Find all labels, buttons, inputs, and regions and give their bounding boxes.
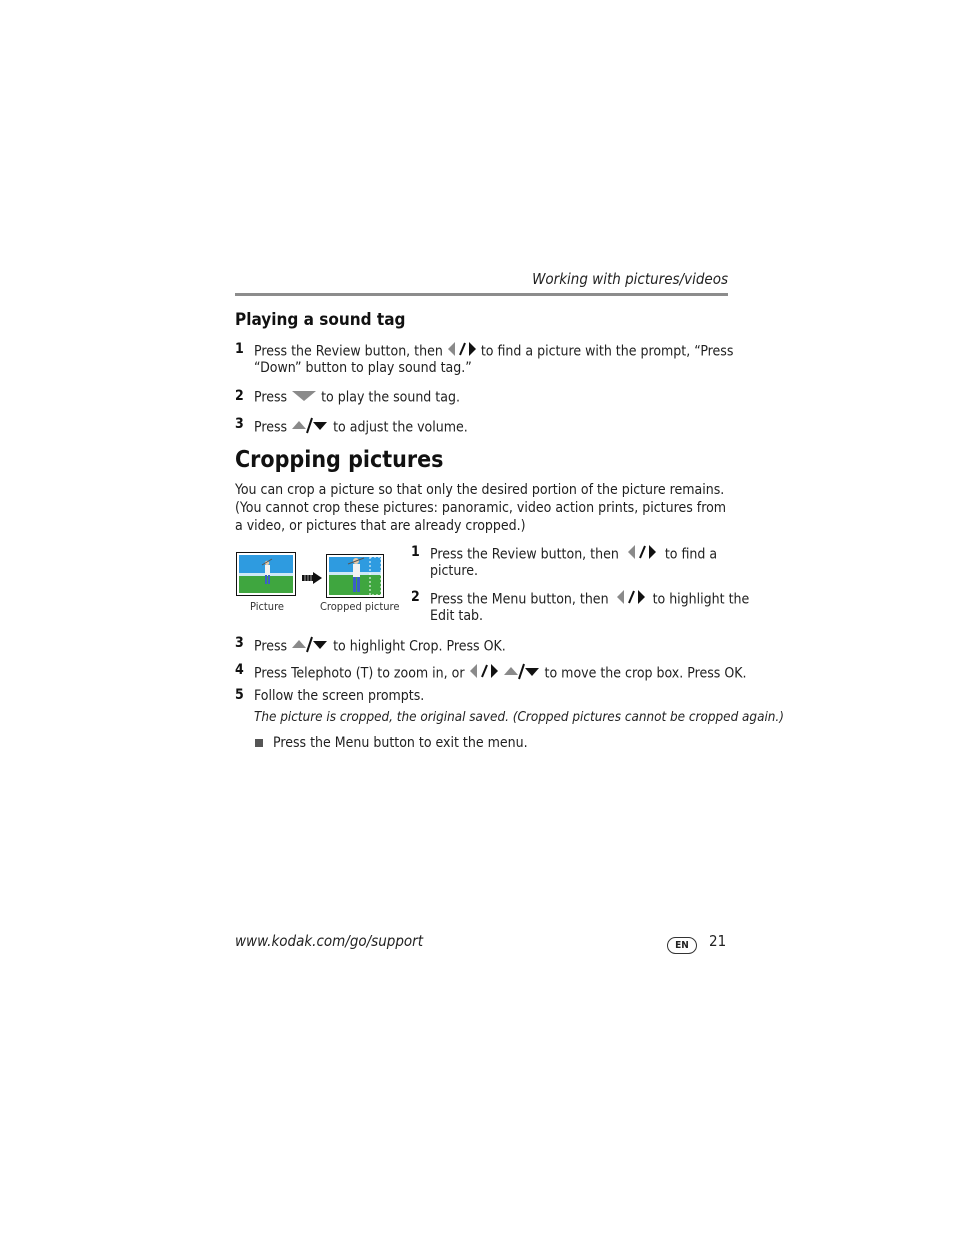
step-number: 5 bbox=[235, 687, 244, 703]
down-arrow-icon bbox=[291, 388, 317, 407]
left-right-arrows-icon bbox=[616, 589, 646, 610]
step-number: 1 bbox=[235, 341, 244, 357]
running-header: Working with pictures/videos bbox=[532, 270, 728, 288]
figure-caption-picture: Picture bbox=[250, 600, 284, 613]
step-number: 1 bbox=[411, 544, 420, 560]
up-down-arrows-icon bbox=[503, 662, 541, 685]
header-rule bbox=[235, 293, 728, 296]
step-text: Press to play the sound tag. bbox=[254, 389, 460, 406]
section-heading-sound-tag: Playing a sound tag bbox=[235, 310, 406, 330]
step-text-continued: Edit tab. bbox=[430, 608, 484, 624]
step-number: 3 bbox=[235, 416, 244, 432]
page-number: 21 bbox=[709, 932, 727, 950]
footer-url: www.kodak.com/go/support bbox=[235, 932, 423, 950]
step-text: Follow the screen prompts. bbox=[254, 688, 425, 704]
step-number: 3 bbox=[235, 635, 244, 651]
step-text-continued: picture. bbox=[430, 563, 478, 579]
intro-paragraph: You can crop a picture so that only the desired portion of the picture remains. (You cannot crop these pictures: panoramic, video action prints, pictures from a video, or pictures that are already cropped.) bbox=[235, 482, 727, 534]
figure-caption-cropped: Cropped picture bbox=[320, 600, 400, 613]
step-number: 2 bbox=[235, 388, 244, 404]
step-number: 2 bbox=[411, 589, 420, 605]
right-arrow-icon bbox=[301, 569, 323, 588]
up-down-arrows-icon bbox=[291, 416, 329, 439]
up-down-arrows-icon bbox=[291, 635, 329, 658]
left-right-arrows-icon bbox=[627, 544, 657, 565]
bullet-square-icon bbox=[255, 739, 263, 747]
left-right-arrows-icon bbox=[469, 663, 499, 684]
step-number: 4 bbox=[235, 662, 244, 678]
bullet-text: Press the Menu button to exit the menu. bbox=[273, 735, 528, 751]
step-text: Press to highlight Crop. Press OK. bbox=[254, 635, 506, 658]
result-note: The picture is cropped, the original saved. (Cropped pictures cannot be cropped again.) bbox=[254, 710, 784, 725]
step-text: Press the Menu button, then to highlight the bbox=[430, 589, 749, 610]
step-text: Press to adjust the volume. bbox=[254, 416, 468, 439]
picture-thumbnail bbox=[236, 552, 296, 596]
step-text: Press Telephoto (T) to zoom in, or to move the crop box. Press OK. bbox=[254, 662, 747, 685]
step-text: Press the Review button, then to find a picture with the prompt, “Press bbox=[254, 341, 733, 362]
step-text: Press the Review button, then to find a bbox=[430, 544, 717, 565]
step-text-continued: “Down” button to play sound tag.” bbox=[254, 360, 472, 376]
section-heading-cropping: Cropping pictures bbox=[235, 447, 444, 473]
cropped-picture-thumbnail bbox=[326, 554, 384, 598]
language-badge: EN bbox=[667, 937, 697, 954]
